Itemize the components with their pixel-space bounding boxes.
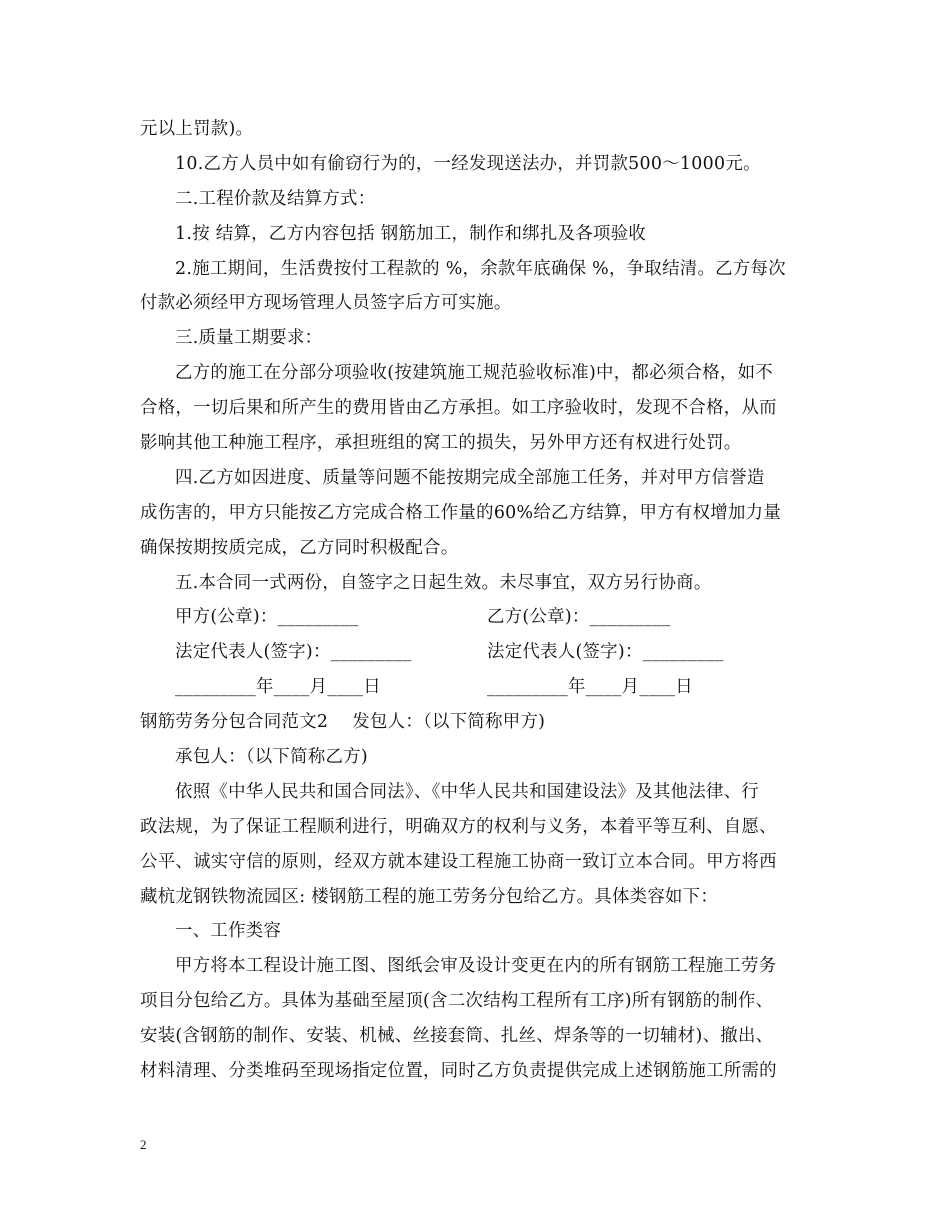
paragraph-line: 政法规，为了保证工程顺利进行，明确双方的权利与义务，本着平等互利、自愿、: [140, 816, 777, 837]
paragraph-line: 依照《中华人民共和国合同法》、《中华人民共和国建设法》及其他法律、行: [175, 781, 760, 802]
party-b-date: _________年____月____日: [487, 677, 693, 698]
party-a-representative: 法定代表人(签字)：_________: [175, 642, 412, 663]
paragraph-line: 公平、诚实守信的原则，经双方就本建设工程施工协商一致订立本合同。甲方将西: [140, 851, 777, 872]
section2-employer: 发包人：（以下简称甲方): [352, 712, 546, 733]
section-heading: 三.质量工期要求：: [175, 328, 323, 349]
paragraph-line: 合格，一切后果和所产生的费用皆由乙方承担。如工序验收时，发现不合格，从而: [140, 398, 777, 419]
signature-row-representative: [140, 635, 820, 670]
signature-row-date: [140, 670, 820, 705]
paragraph-line: 四.乙方如因进度、质量等问题不能按期完成全部施工任务，并对甲方信誉造: [175, 467, 765, 488]
paragraph-line: 安装(含钢筋的制作、安装、机械、丝接套筒、扎丝、焊条等的一切辅材)、撤出、: [140, 1026, 774, 1047]
paragraph-line: 项目分包给乙方。具体为基础至屋顶(含二次结构工程所有工序)所有钢筋的制作、: [140, 991, 774, 1012]
section-heading: 一、工作类容: [175, 921, 282, 942]
paragraph-line: 乙方的施工在分部分项验收(按建筑施工规范验收标准)中，都必须合格，如不: [175, 363, 773, 384]
paragraph-line: 承包人：（以下简称乙方): [175, 747, 368, 768]
paragraph-line: 藏杭龙钢铁物流园区: 楼钢筋工程的施工劳务分包给乙方。具体类容如下：: [140, 886, 719, 907]
section2-title: 钢筋劳务分包合同范文2: [140, 712, 329, 733]
signature-row-seal: [140, 600, 820, 635]
paragraph-line: 10.乙方人员中如有偷窃行为的，一经发现送法办，并罚款500～1000元。: [175, 153, 761, 174]
page-number: 2: [140, 1137, 147, 1152]
paragraph-line: 确保按期按质完成，乙方同时积极配合。: [140, 537, 459, 558]
section2-title-line: [140, 705, 820, 740]
party-a-date: _________年____月____日: [175, 677, 381, 698]
paragraph-line: 1.按 结算，乙方内容包括 钢筋加工，制作和绑扎及各项验收: [175, 223, 647, 244]
paragraph-line: 成伤害的，甲方只能按乙方完成合格工作量的60%给乙方结算，甲方有权增加力量: [140, 502, 782, 523]
paragraph-line: 元以上罚款)。: [140, 119, 254, 139]
paragraph-line: 材料清理、分类堆码至现场指定位置，同时乙方负责提供完成上述钢筋施工所需的: [140, 1061, 777, 1082]
paragraph-line: 五.本合同一式两份，自签字之日起生效。未尽事宜，双方另行协商。: [175, 572, 712, 593]
section-heading: 二.工程价款及结算方式：: [175, 188, 376, 209]
document-body: [140, 112, 820, 1089]
paragraph-line: 2.施工期间，生活费按付工程款的 %，余款年底确保 %，争取结清。乙方每次: [175, 258, 786, 279]
paragraph-line: 付款必须经甲方现场管理人员签字后方可实施。: [140, 293, 512, 314]
paragraph-line: 甲方将本工程设计施工图、图纸会审及设计变更在内的所有钢筋工程施工劳务: [175, 956, 777, 977]
party-a-seal: 甲方(公章)：_________: [175, 607, 359, 628]
paragraph-line: 影响其他工种施工程序，承担班组的窝工的损失，另外甲方还有权进行处罚。: [140, 433, 742, 454]
party-b-seal: 乙方(公章)：_________: [487, 607, 671, 628]
party-b-representative: 法定代表人(签字)：_________: [487, 642, 724, 663]
